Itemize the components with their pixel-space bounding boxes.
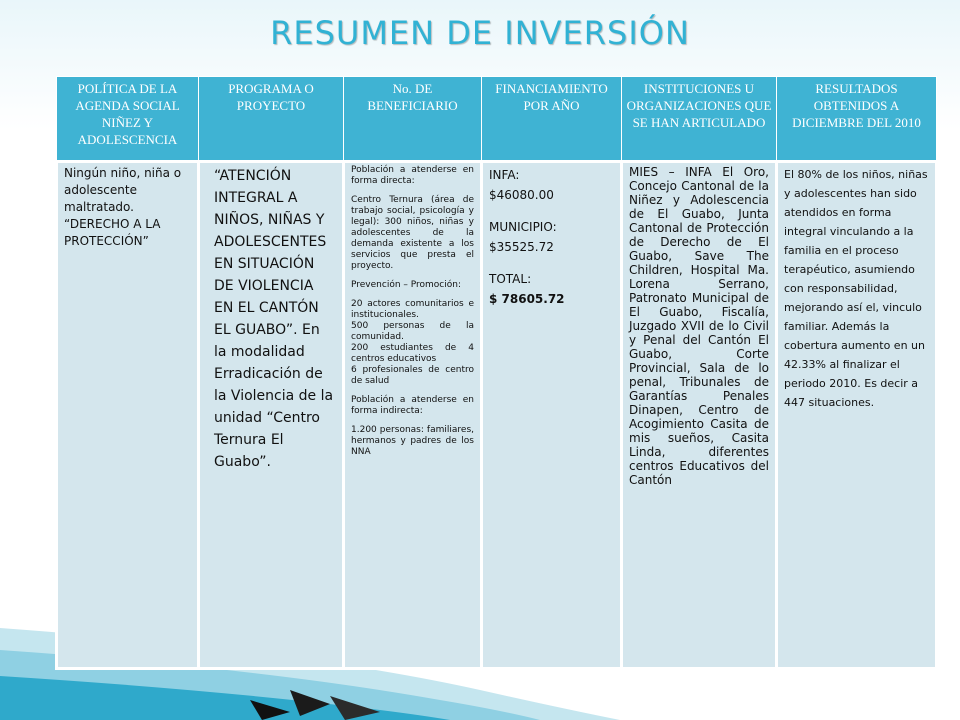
infa-value: $46080.00 bbox=[489, 188, 554, 202]
cell-resultados: El 80% de los niños, niñas y adolescentes han sido atendidos en forma integral vinculando a la familia en el proceso terapéutico, asumiendo con responsabilidad, mejorando así el, vinculo familiar. Además la cobertura aumento en un 42.33% al finalizar el periodo 2010. Es decir a 447 situaciones. bbox=[777, 162, 937, 669]
beneficiarios-p1: Población a atenderse en forma directa: bbox=[351, 165, 474, 186]
investment-table bbox=[55, 76, 938, 670]
beneficiarios-p6: 200 estudiantes de 4 centros educativos bbox=[351, 343, 474, 364]
header-financiamiento: FINANCIAMIENTO POR AÑO bbox=[482, 77, 622, 162]
beneficiarios-p3: Prevención – Promoción: bbox=[351, 280, 461, 290]
header-instituciones: INSTITUCIONES U ORGANIZACIONES QUE SE HAN ARTICULADO bbox=[622, 77, 777, 162]
infa-label: INFA: bbox=[489, 168, 520, 182]
beneficiarios-p2: Centro Ternura (área de trabajo social, psicología y legal): 300 niños, niñas y adolescentes de la demanda existente a los servicios que presta el proyecto. bbox=[351, 195, 474, 271]
cell-beneficiarios bbox=[344, 162, 482, 669]
cell-instituciones: MIES – INFA El Oro, Concejo Cantonal de la Niñez y Adolescencia de El Guabo, Junta Cantonal de Protección de Derecho de El Guabo, Save The Children, Hospital Ma. Lorena Serrano, Patronato Municipal de El Guabo, Fiscalía, Juzgado XVII de lo Civil y Penal del Cantón El Guabo, Corte Provincial, Sala de lo penal, Tribunales de Garantías Penales Dinapen, Centro de Acogimiento Casita de mis sueños, Casita Linda, diferentes centros Educativos del Cantón bbox=[622, 162, 777, 669]
header-politica: POLÍTICA DE LA AGENDA SOCIAL NIÑEZ Y ADOLESCENCIA bbox=[57, 77, 199, 162]
programa-text: “ATENCIÓN INTEGRAL A NIÑOS, NIÑAS Y ADOLESCENTES EN SITUACIÓN DE VIOLENCIA EN EL CANTÓN EL GUABO”. En la modalidad Erradicación de la Violencia de la unidad “Centro Ternura El Guabo”. bbox=[214, 168, 334, 470]
beneficiarios-p9: 1.200 personas: familiares, hermanos y padres de los NNA bbox=[351, 425, 474, 457]
beneficiarios-p4: 20 actores comunitarios e institucionales. bbox=[351, 299, 474, 320]
total-label: TOTAL: bbox=[489, 272, 532, 286]
header-row bbox=[57, 77, 937, 162]
beneficiarios-p7: 6 profesionales de centro de salud bbox=[351, 365, 474, 386]
beneficiarios-p8: Población a atenderse en forma indirecta: bbox=[351, 395, 474, 416]
cell-politica: Ningún niño, niña o adolescente maltratado. “DERECHO A LA PROTECCIÓN” bbox=[57, 162, 199, 669]
page-title: RESUMEN DE INVERSIÓN bbox=[270, 14, 690, 52]
header-resultados: RESULTADOS OBTENIDOS A DICIEMBRE DEL 2010 bbox=[777, 77, 937, 162]
municipio-value: $35525.72 bbox=[489, 240, 554, 254]
beneficiarios-p5: 500 personas de la comunidad. bbox=[351, 321, 474, 342]
header-beneficiarios: No. DE BENEFICIARIO bbox=[344, 77, 482, 162]
table-row bbox=[57, 162, 937, 669]
cell-programa bbox=[199, 162, 344, 669]
total-value: $ 78605.72 bbox=[489, 292, 565, 306]
municipio-label: MUNICIPIO: bbox=[489, 220, 557, 234]
cell-financiamiento bbox=[482, 162, 622, 669]
header-programa: PROGRAMA O PROYECTO bbox=[199, 77, 344, 162]
